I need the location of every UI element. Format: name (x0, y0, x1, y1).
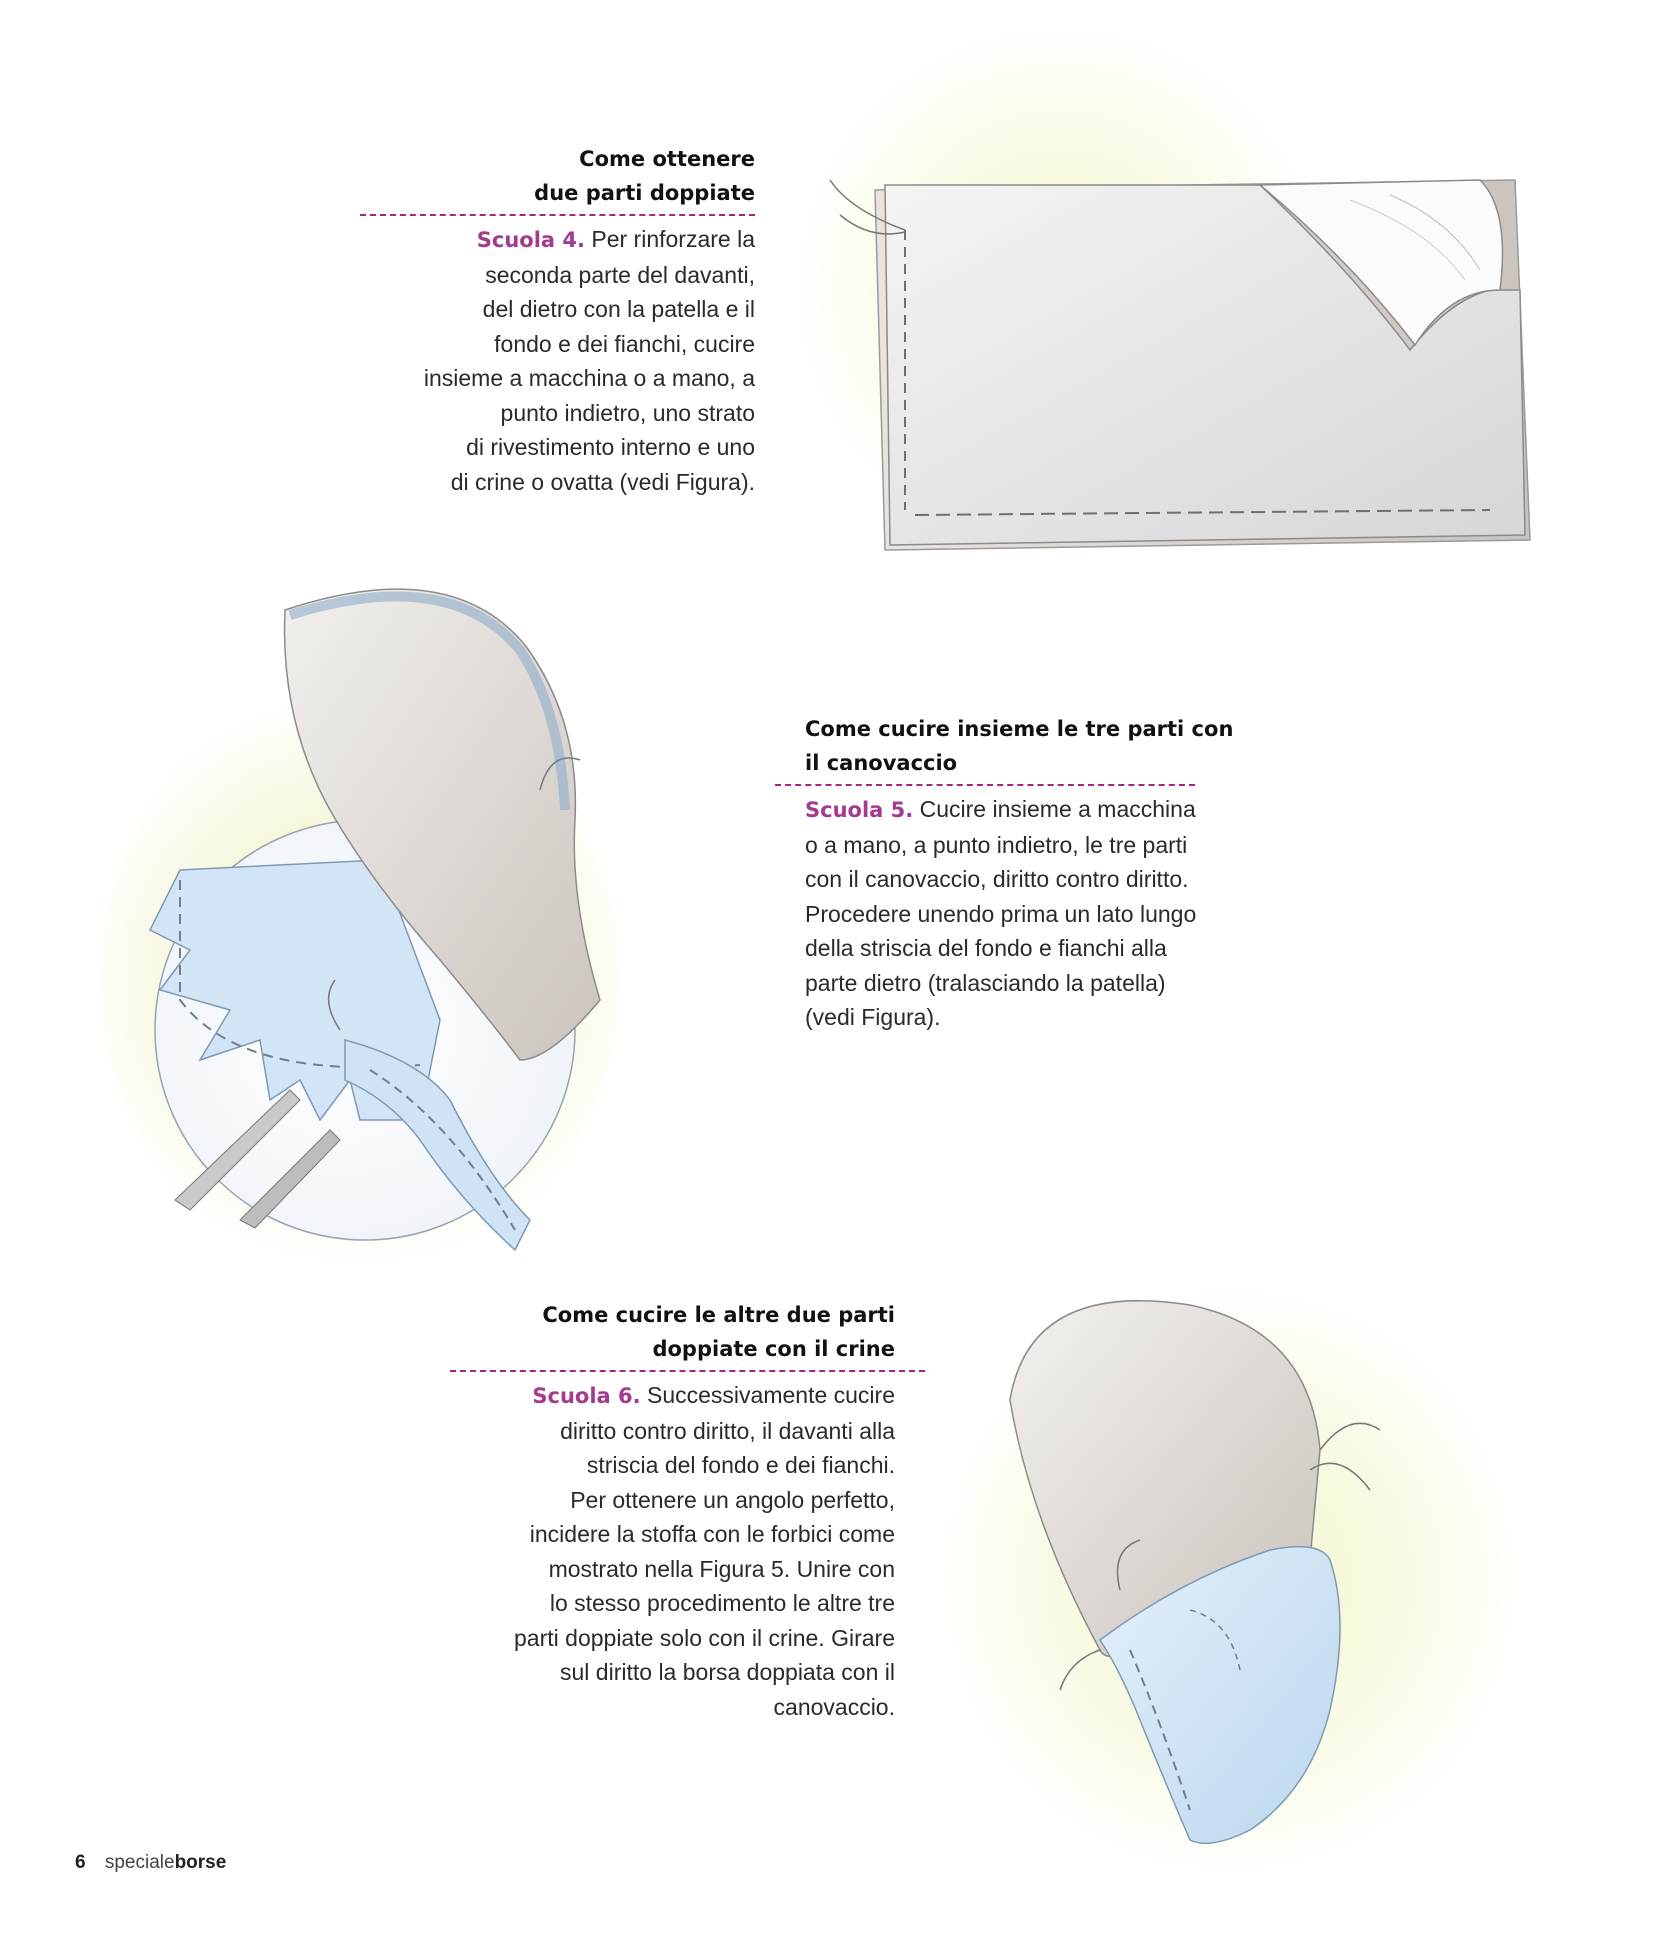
heading-line: il canovaccio (805, 751, 958, 775)
body-line: punto indietro, uno strato (500, 399, 755, 426)
page-footer (75, 1852, 226, 1874)
body-line: diritto contro diritto, il davanti alla (560, 1417, 895, 1444)
section-body (440, 1378, 895, 1724)
section-heading (775, 712, 1255, 780)
section-body (360, 222, 755, 499)
lead-label: Scuola 5. (805, 798, 914, 822)
heading-line: Come cucire le altre due parti (542, 1303, 895, 1327)
body-line: con il canovaccio, diritto contro diritto. (805, 866, 1189, 892)
figure-canvas-joining (120, 560, 740, 1260)
body-line: (vedi Figura). (805, 1004, 941, 1030)
body-line: parti doppiate solo con il crine. Girare (514, 1624, 895, 1651)
heading-line: doppiate con il crine (652, 1337, 895, 1361)
body-line: parte dietro (tralasciando la patella) (805, 969, 1166, 996)
body-line: lo stesso procedimento le altre tre (549, 1590, 895, 1616)
body-line: di rivestimento interno e uno (466, 434, 755, 460)
dashed-rule (450, 1370, 925, 1372)
figure-front-to-strip (990, 1290, 1510, 1850)
page-number: 6 (75, 1852, 86, 1873)
body-line: Procedere unendo prima un lato lungo (805, 900, 1197, 927)
section-body (775, 792, 1255, 1035)
dashed-rule (775, 784, 1195, 786)
brand-prefix: speciale (104, 1852, 175, 1873)
section-scuola-4 (360, 142, 755, 499)
heading-line: Come ottenere (579, 147, 755, 171)
section-heading (440, 1298, 895, 1366)
body-line: della striscia del fondo e fianchi alla (805, 935, 1167, 961)
lead-label: Scuola 4. (476, 228, 585, 252)
heading-line: Come cucire insieme le tre parti con (805, 717, 1234, 741)
body-line: Per rinforzare la (591, 226, 755, 252)
section-scuola-5 (775, 712, 1255, 1035)
body-line: Successivamente cucire (647, 1382, 895, 1408)
dashed-rule (360, 214, 755, 216)
body-line: Cucire insieme a macchina (919, 796, 1196, 822)
body-line: fondo e dei fianchi, cucire (494, 330, 755, 357)
brand-name: borse (174, 1852, 227, 1873)
section-heading (360, 142, 755, 210)
body-line: sul diritto la borsa doppiata con il (560, 1659, 895, 1685)
body-line: insieme a macchina o a mano, a (423, 365, 755, 391)
body-line: mostrato nella Figura 5. Unire con (548, 1555, 895, 1582)
body-line: canovaccio. (773, 1693, 895, 1720)
lead-label: Scuola 6. (532, 1384, 641, 1408)
body-line: Per ottenere un angolo perfetto, (570, 1486, 895, 1513)
body-line: incidere la stoffa con le forbici come (529, 1521, 895, 1547)
body-line: seconda parte del davanti, (485, 261, 755, 288)
body-line: del dietro con la patella e il (482, 296, 755, 322)
body-line: di crine o ovatta (vedi Figura). (450, 468, 755, 495)
figure-doubled-panel (790, 140, 1550, 560)
heading-line: due parti doppiate (534, 181, 755, 205)
body-line: o a mano, a punto indietro, le tre parti (805, 831, 1188, 858)
section-scuola-6 (440, 1298, 895, 1724)
body-line: striscia del fondo e dei fianchi. (586, 1452, 895, 1478)
